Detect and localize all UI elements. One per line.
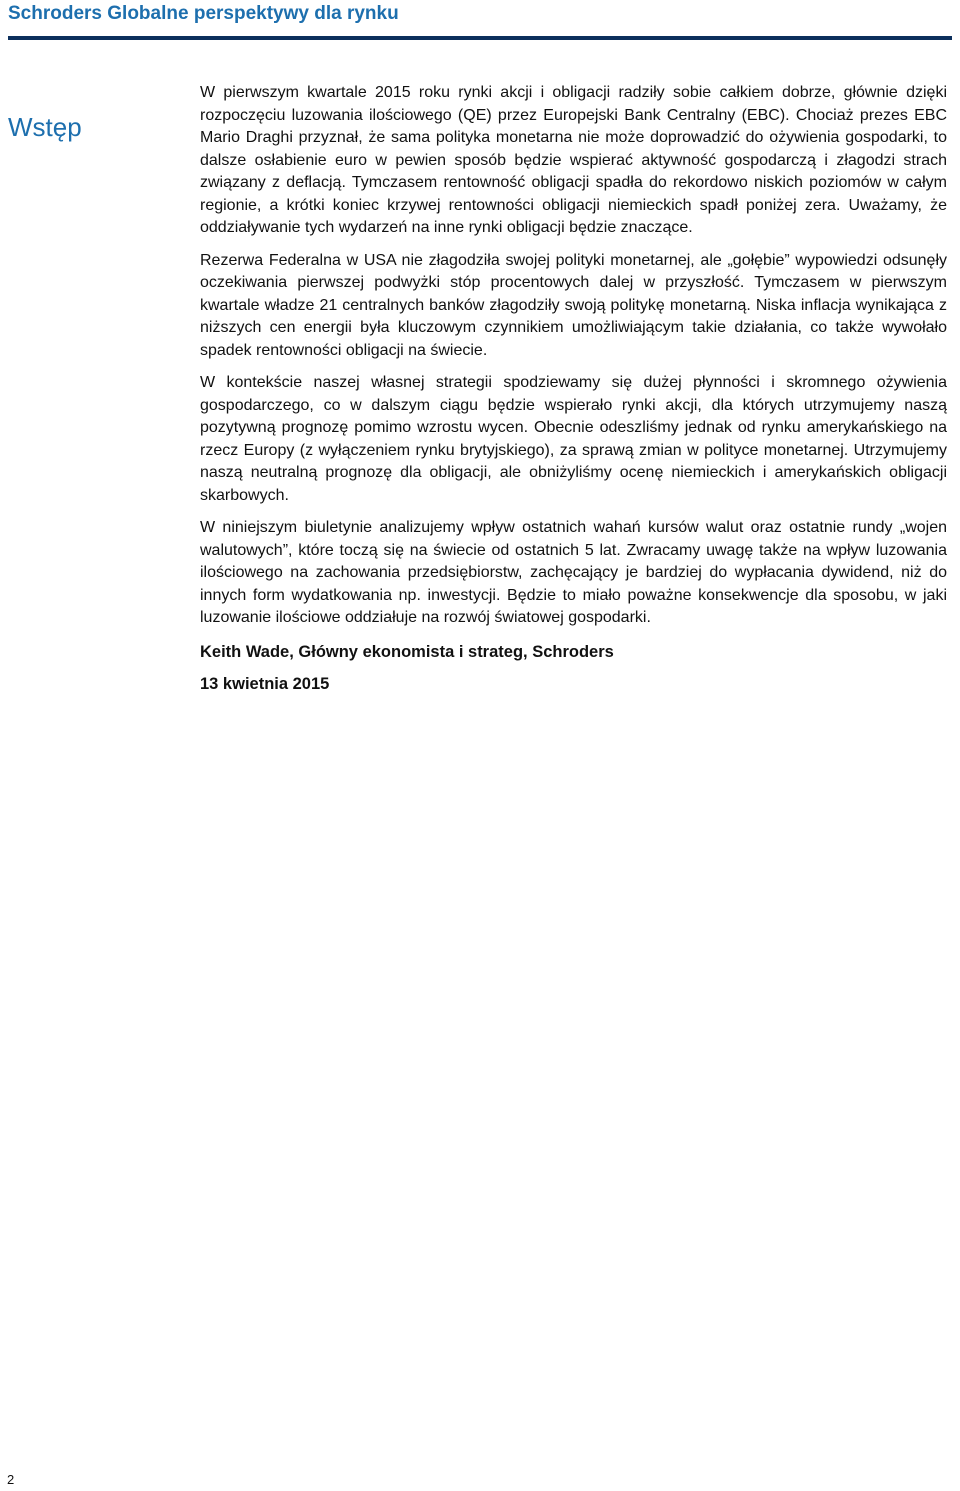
header-title [8, 3, 399, 25]
header-divider [8, 36, 952, 40]
paragraph-strategy: W kontekście naszej własnej strategii spodziewamy się dużej płynności i skromnego ożywienia gospodarczego, co w dalszym ciągu będzie wspierało rynki akcji, dla których utrzymujemy naszą pozytywną prognozę pomimo wzrostu wycen. Obecnie odeszliśmy jednak od rynku amerykańskiego na rzecz Europy (z wyłączeniem rynku brytyjskiego), za sprawą zmian w polityce monetarnej. Utrzymujemy naszą neutralną prognozę dla obligacji, ale obniżyliśmy ocenę niemieckich i amerykańskich obligacji skarbowych. [200, 374, 947, 504]
paragraph-fed: Rezerwa Federalna w USA nie złagodziła swojej polityki monetarnej, ale „gołębie” wypowiedzi odsunęły oczekiwania pierwszej podwyżki stóp procentowych dalej w przyszłość. Tymczasem w pierwszym kwartale władze 21 centralnych banków złagodziły swoją politykę monetarną. Niska inflacja wynikająca z niższych cen energii była kluczowym czynnikiem umożliwiającym takie działania, co także wywołało spadek rentowności obligacji na świecie. [200, 251, 947, 359]
paragraph-intro: W pierwszym kwartale 2015 roku rynki akcji i obligacji radziły sobie całkiem dobrze, głównie dzięki rozpoczęciu luzowania ilościowego (QE) przez Europejski Bank Centralny (EBC). Chociaż prezes EBC Mario Draghi przyznał, że sama polityka monetarna nie może doprowadzić do ożywienia gospodarki, to dalsze osłabienie euro w pewien sposób będzie wspierać aktywność gospodarczą i złagodzi strach związany z deflacją. Tymczasem rentowność obligacji spadła do rekordowo niskich poziomów w całym regionie, a krótki koniec krzywej rentowności obligacji niemieckich spadł poniżej zera. Uważamy, że oddziaływanie tych wydarzeń na inne rynki obligacji będzie znaczące. [200, 84, 947, 236]
section-heading: Wstęp [8, 111, 82, 142]
page-number: 2 [7, 1472, 15, 1487]
publication-date: 13 kwietnia 2015 [200, 674, 330, 693]
brand-name: Schroders [8, 3, 102, 24]
article-body [200, 82, 947, 696]
paragraph-bulletin: W niniejszym biuletynie analizujemy wpływ ostatnich wahań kursów walut oraz ostatnie rundy „wojen walutowych”, które toczą się na świecie od ostatnich 5 lat. Zwracamy uwagę także na wpływ luzowania ilościowego na zachowania przedsiębiorstw, zachęcający je bardziej do wypłacania dywidend, niż do innych form wydatkowania np. inwestycji. Będzie to miało poważne konsekwencje dla sposobu, w jaki luzowanie ilościowe oddziałuje na rozwój światowej gospodarki. [200, 519, 947, 626]
author-signature: Keith Wade, Główny ekonomista i strateg, Schroders [200, 642, 614, 661]
publication-title: Globalne perspektywy dla rynku [107, 3, 399, 24]
